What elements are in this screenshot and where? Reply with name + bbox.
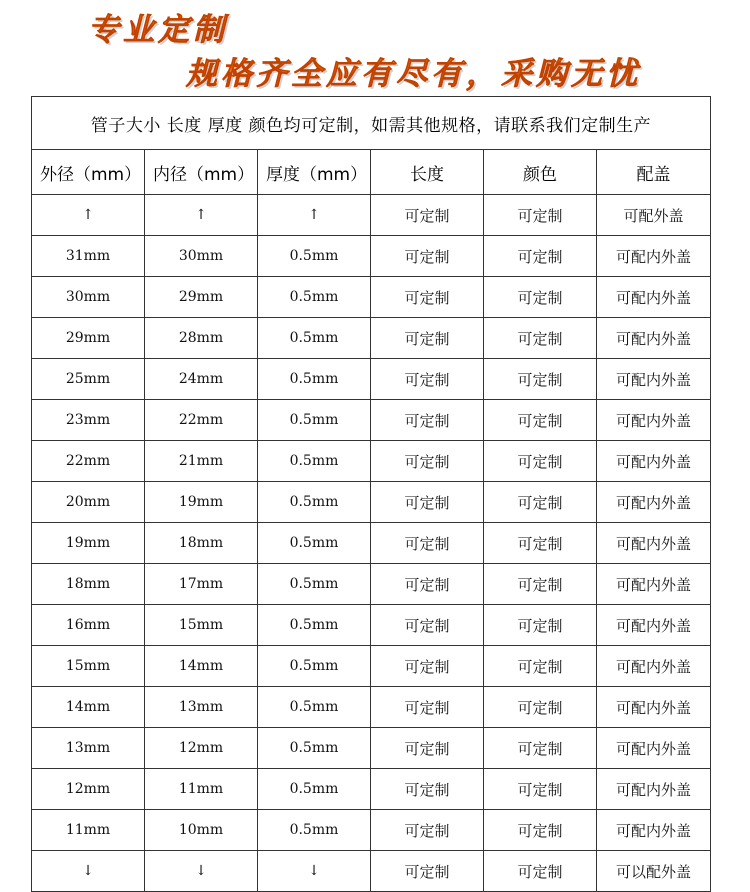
cell-cap: 可配内外盖 bbox=[597, 277, 711, 318]
cell-outer-diameter: 30mm bbox=[32, 277, 145, 318]
table-row bbox=[32, 400, 711, 441]
cell-inner-diameter: 28mm bbox=[145, 318, 258, 359]
table-row bbox=[32, 728, 711, 769]
cell-cap: 可配内外盖 bbox=[597, 646, 711, 687]
cell-color: 可定制 bbox=[484, 400, 597, 441]
table-row bbox=[32, 687, 711, 728]
column-header-outer-diameter: 外径（mm） bbox=[32, 150, 145, 195]
cell-color: 可定制 bbox=[484, 605, 597, 646]
table-row bbox=[32, 195, 711, 236]
cell-thickness: 0.5mm bbox=[258, 646, 371, 687]
cell-length: 可定制 bbox=[371, 400, 484, 441]
cell-length: 可定制 bbox=[371, 810, 484, 851]
cell-length: 可定制 bbox=[371, 564, 484, 605]
headline-custom-made: 专业定制 bbox=[88, 4, 228, 49]
cell-outer-diameter: 12mm bbox=[32, 769, 145, 810]
cell-cap: 可配内外盖 bbox=[597, 687, 711, 728]
spec-table bbox=[31, 96, 711, 892]
cell-inner-diameter: 30mm bbox=[145, 236, 258, 277]
cell-length: 可定制 bbox=[371, 769, 484, 810]
cell-color: 可定制 bbox=[484, 359, 597, 400]
cell-color: 可定制 bbox=[484, 646, 597, 687]
cell-length: 可定制 bbox=[371, 523, 484, 564]
table-row bbox=[32, 441, 711, 482]
cell-inner-diameter: 22mm bbox=[145, 400, 258, 441]
cell-inner-diameter: ↓ bbox=[145, 851, 258, 892]
cell-color: 可定制 bbox=[484, 687, 597, 728]
cell-cap: 可配内外盖 bbox=[597, 482, 711, 523]
cell-length: 可定制 bbox=[371, 482, 484, 523]
cell-color: 可定制 bbox=[484, 236, 597, 277]
cell-cap: 可配外盖 bbox=[597, 195, 711, 236]
table-row bbox=[32, 277, 711, 318]
cell-color: 可定制 bbox=[484, 523, 597, 564]
cell-cap: 可配内外盖 bbox=[597, 236, 711, 277]
cell-thickness: 0.5mm bbox=[258, 400, 371, 441]
cell-color: 可定制 bbox=[484, 564, 597, 605]
cell-inner-diameter: 19mm bbox=[145, 482, 258, 523]
cell-outer-diameter: 15mm bbox=[32, 646, 145, 687]
cell-color: 可定制 bbox=[484, 851, 597, 892]
cell-cap: 可配内外盖 bbox=[597, 318, 711, 359]
table-row bbox=[32, 646, 711, 687]
table-row bbox=[32, 605, 711, 646]
cell-thickness: 0.5mm bbox=[258, 318, 371, 359]
cell-cap: 可配内外盖 bbox=[597, 523, 711, 564]
cell-length: 可定制 bbox=[371, 277, 484, 318]
cell-inner-diameter: 18mm bbox=[145, 523, 258, 564]
cell-inner-diameter: 12mm bbox=[145, 728, 258, 769]
cell-outer-diameter: 29mm bbox=[32, 318, 145, 359]
cell-thickness: 0.5mm bbox=[258, 277, 371, 318]
cell-color: 可定制 bbox=[484, 441, 597, 482]
cell-length: 可定制 bbox=[371, 236, 484, 277]
cell-outer-diameter: ↓ bbox=[32, 851, 145, 892]
cell-length: 可定制 bbox=[371, 687, 484, 728]
cell-outer-diameter: 23mm bbox=[32, 400, 145, 441]
cell-length: 可定制 bbox=[371, 441, 484, 482]
cell-cap: 可配内外盖 bbox=[597, 441, 711, 482]
table-row bbox=[32, 851, 711, 892]
cell-outer-diameter: 13mm bbox=[32, 728, 145, 769]
cell-cap: 可配内外盖 bbox=[597, 728, 711, 769]
cell-inner-diameter: 17mm bbox=[145, 564, 258, 605]
cell-cap: 可配内外盖 bbox=[597, 400, 711, 441]
cell-length: 可定制 bbox=[371, 359, 484, 400]
cell-inner-diameter: ↑ bbox=[145, 195, 258, 236]
column-header-inner-diameter: 内径（mm） bbox=[145, 150, 258, 195]
notice-row bbox=[32, 97, 711, 150]
cell-color: 可定制 bbox=[484, 482, 597, 523]
cell-color: 可定制 bbox=[484, 728, 597, 769]
cell-outer-diameter: 11mm bbox=[32, 810, 145, 851]
cell-outer-diameter: 22mm bbox=[32, 441, 145, 482]
cell-cap: 可配内外盖 bbox=[597, 769, 711, 810]
cell-thickness: 0.5mm bbox=[258, 769, 371, 810]
cell-outer-diameter: ↑ bbox=[32, 195, 145, 236]
cell-inner-diameter: 13mm bbox=[145, 687, 258, 728]
cell-outer-diameter: 19mm bbox=[32, 523, 145, 564]
headline-full-range: 规格齐全应有尽有，采购无忧 bbox=[186, 48, 641, 93]
cell-thickness: 0.5mm bbox=[258, 441, 371, 482]
header-row bbox=[32, 150, 711, 195]
cell-thickness: 0.5mm bbox=[258, 564, 371, 605]
cell-inner-diameter: 29mm bbox=[145, 277, 258, 318]
cell-inner-diameter: 15mm bbox=[145, 605, 258, 646]
cell-color: 可定制 bbox=[484, 195, 597, 236]
cell-thickness: 0.5mm bbox=[258, 728, 371, 769]
cell-cap: 可配内外盖 bbox=[597, 810, 711, 851]
cell-length: 可定制 bbox=[371, 318, 484, 359]
cell-length: 可定制 bbox=[371, 605, 484, 646]
cell-thickness: 0.5mm bbox=[258, 236, 371, 277]
cell-outer-diameter: 16mm bbox=[32, 605, 145, 646]
table-row bbox=[32, 482, 711, 523]
cell-inner-diameter: 10mm bbox=[145, 810, 258, 851]
cell-thickness: 0.5mm bbox=[258, 605, 371, 646]
cell-color: 可定制 bbox=[484, 318, 597, 359]
cell-cap: 可配内外盖 bbox=[597, 564, 711, 605]
cell-thickness: ↓ bbox=[258, 851, 371, 892]
table-row bbox=[32, 359, 711, 400]
cell-thickness: 0.5mm bbox=[258, 687, 371, 728]
cell-thickness: ↑ bbox=[258, 195, 371, 236]
cell-cap: 可配内外盖 bbox=[597, 359, 711, 400]
cell-inner-diameter: 24mm bbox=[145, 359, 258, 400]
customization-notice: 管子大小 长度 厚度 颜色均可定制，如需其他规格，请联系我们定制生产 bbox=[32, 97, 711, 150]
cell-outer-diameter: 14mm bbox=[32, 687, 145, 728]
cell-outer-diameter: 18mm bbox=[32, 564, 145, 605]
table-row bbox=[32, 236, 711, 277]
cell-length: 可定制 bbox=[371, 646, 484, 687]
cell-cap: 可以配外盖 bbox=[597, 851, 711, 892]
cell-length: 可定制 bbox=[371, 195, 484, 236]
column-header-cap: 配盖 bbox=[597, 150, 711, 195]
cell-thickness: 0.5mm bbox=[258, 359, 371, 400]
cell-thickness: 0.5mm bbox=[258, 810, 371, 851]
cell-thickness: 0.5mm bbox=[258, 482, 371, 523]
cell-color: 可定制 bbox=[484, 769, 597, 810]
cell-length: 可定制 bbox=[371, 728, 484, 769]
column-header-length: 长度 bbox=[371, 150, 484, 195]
cell-inner-diameter: 14mm bbox=[145, 646, 258, 687]
table-row bbox=[32, 769, 711, 810]
cell-color: 可定制 bbox=[484, 810, 597, 851]
cell-length: 可定制 bbox=[371, 851, 484, 892]
cell-outer-diameter: 31mm bbox=[32, 236, 145, 277]
table-row bbox=[32, 523, 711, 564]
cell-color: 可定制 bbox=[484, 277, 597, 318]
cell-outer-diameter: 20mm bbox=[32, 482, 145, 523]
cell-inner-diameter: 11mm bbox=[145, 769, 258, 810]
cell-cap: 可配内外盖 bbox=[597, 605, 711, 646]
table-row bbox=[32, 564, 711, 605]
cell-thickness: 0.5mm bbox=[258, 523, 371, 564]
column-header-color: 颜色 bbox=[484, 150, 597, 195]
cell-inner-diameter: 21mm bbox=[145, 441, 258, 482]
cell-outer-diameter: 25mm bbox=[32, 359, 145, 400]
table-row bbox=[32, 810, 711, 851]
table-row bbox=[32, 318, 711, 359]
column-header-thickness: 厚度（mm） bbox=[258, 150, 371, 195]
